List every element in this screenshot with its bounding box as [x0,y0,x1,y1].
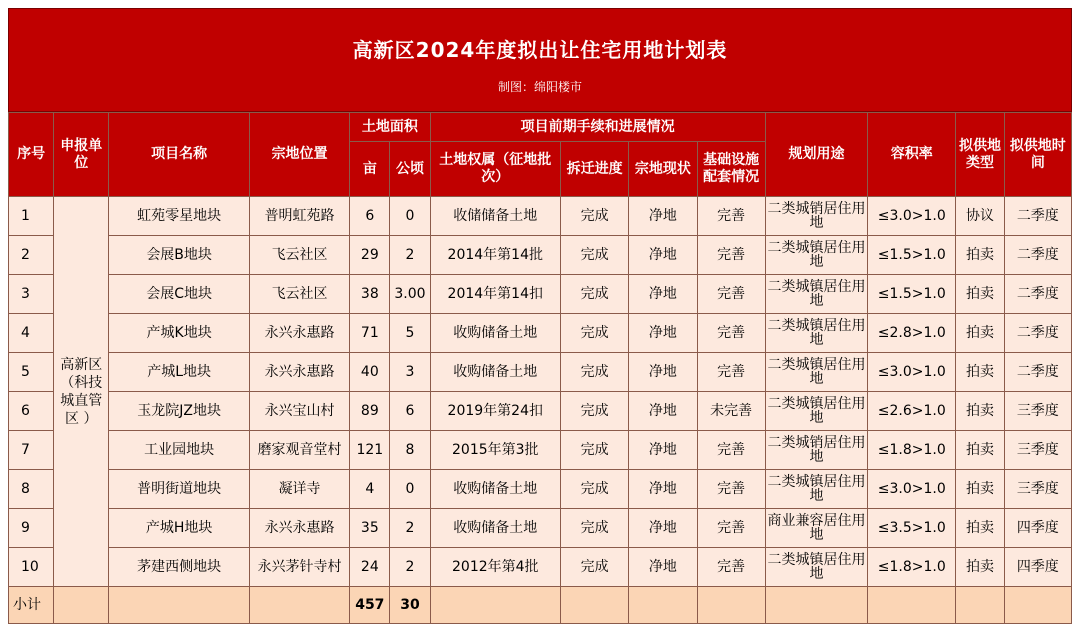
cell-supply-method: 拍卖 [956,431,1004,470]
cell-location: 磨家观音堂村 [249,431,349,470]
cell-site-status: 净地 [629,197,697,236]
cell-supply-method: 拍卖 [956,353,1004,392]
cell-usage: 二类城镇居住用地 [765,236,867,275]
cell-seq: 3 [9,275,54,314]
cell-usage: 商业兼容居住用地 [765,509,867,548]
cell-usage: 二类城镇居住用地 [765,470,867,509]
table-row [9,197,1072,236]
header-status: 宗地现状 [629,142,697,197]
cell-ownership: 2014年第14批 [430,236,560,275]
cell-project-name: 工业园地块 [109,431,250,470]
cell-demolition: 完成 [561,548,629,587]
header-unit: 申报单位 [54,113,109,197]
table-row [9,314,1072,353]
cell-area-hectare: 0 [390,470,430,509]
cell-demolition: 完成 [561,314,629,353]
total-empty [430,587,560,624]
total-empty [561,587,629,624]
cell-area-hectare: 6 [390,392,430,431]
cell-supply-method: 拍卖 [956,548,1004,587]
cell-seq: 2 [9,236,54,275]
total-label: 小计 [9,587,54,624]
cell-area-mu: 71 [350,314,390,353]
table-row [9,392,1072,431]
cell-demolition: 完成 [561,275,629,314]
cell-ownership: 收购储备土地 [430,314,560,353]
header-mu: 亩 [350,142,390,197]
cell-ownership: 2014年第14扣 [430,275,560,314]
cell-far: ≤3.0>1.0 [868,470,956,509]
cell-ownership: 收购储备土地 [430,353,560,392]
cell-area-mu: 40 [350,353,390,392]
cell-demolition: 完成 [561,392,629,431]
cell-infrastructure: 完善 [697,236,765,275]
cell-location: 凝详寺 [249,470,349,509]
cell-supply-time: 二季度 [1004,275,1071,314]
cell-area-hectare: 5 [390,314,430,353]
cell-area-hectare: 3 [390,353,430,392]
cell-area-hectare: 0 [390,197,430,236]
cell-usage: 二类城镇居住用地 [765,548,867,587]
cell-usage: 二类城镇居住用地 [765,275,867,314]
cell-supply-method: 拍卖 [956,470,1004,509]
cell-infrastructure: 完善 [697,431,765,470]
cell-supply-method: 拍卖 [956,275,1004,314]
cell-area-hectare: 2 [390,236,430,275]
cell-supply-time: 二季度 [1004,197,1071,236]
cell-area-mu: 6 [350,197,390,236]
cell-site-status: 净地 [629,353,697,392]
cell-usage: 二类城销居住用地 [765,197,867,236]
table-subtitle: 制图：绵阳楼市 [497,80,582,94]
cell-site-status: 净地 [629,236,697,275]
cell-seq: 9 [9,509,54,548]
cell-ownership: 收购储备土地 [430,509,560,548]
cell-project-name: 虹苑零星地块 [109,197,250,236]
cell-infrastructure: 完善 [697,548,765,587]
cell-infrastructure: 完善 [697,275,765,314]
total-empty [629,587,697,624]
total-mu: 457 [350,587,390,624]
cell-site-status: 净地 [629,314,697,353]
total-empty [249,587,349,624]
table-title: 高新区2024年度拟出让住宅用地计划表 [352,38,728,62]
cell-seq: 6 [9,392,54,431]
cell-supply-method: 拍卖 [956,392,1004,431]
cell-ownership: 收购储备土地 [430,470,560,509]
cell-area-mu: 4 [350,470,390,509]
cell-demolition: 完成 [561,509,629,548]
title-banner [8,8,1072,112]
cell-infrastructure: 完善 [697,470,765,509]
cell-site-status: 净地 [629,431,697,470]
header-ownership: 土地权属（征地批次） [430,142,560,197]
cell-ownership: 收储储备土地 [430,197,560,236]
cell-area-mu: 89 [350,392,390,431]
cell-location: 飞云社区 [249,236,349,275]
header-method: 拟供地类型 [956,113,1004,197]
cell-supply-time: 二季度 [1004,236,1071,275]
table-row [9,275,1072,314]
cell-seq: 8 [9,470,54,509]
cell-far: ≤2.8>1.0 [868,314,956,353]
cell-infrastructure: 未完善 [697,392,765,431]
cell-far: ≤2.6>1.0 [868,392,956,431]
cell-location: 永兴永惠路 [249,314,349,353]
table-row [9,431,1072,470]
cell-location: 普明虹苑路 [249,197,349,236]
cell-far: ≤3.0>1.0 [868,353,956,392]
cell-usage: 二类城销居住用地 [765,431,867,470]
cell-seq: 1 [9,197,54,236]
table-row [9,509,1072,548]
cell-demolition: 完成 [561,236,629,275]
table-row [9,548,1072,587]
cell-far: ≤3.5>1.0 [868,509,956,548]
cell-supply-time: 四季度 [1004,509,1071,548]
cell-seq: 10 [9,548,54,587]
header-hectare: 公顷 [390,142,430,197]
total-empty [109,587,250,624]
cell-project-name: 产城K地块 [109,314,250,353]
cell-project-name: 普明街道地块 [109,470,250,509]
header-time: 拟供地时间 [1004,113,1071,197]
cell-area-mu: 29 [350,236,390,275]
cell-site-status: 净地 [629,509,697,548]
cell-demolition: 完成 [561,353,629,392]
cell-far: ≤1.5>1.0 [868,275,956,314]
cell-site-status: 净地 [629,275,697,314]
table-row [9,470,1072,509]
header-location: 宗地位置 [249,113,349,197]
cell-ownership: 2019年第24扣 [430,392,560,431]
cell-area-hectare: 2 [390,548,430,587]
cell-area-mu: 24 [350,548,390,587]
header-far: 容积率 [868,113,956,197]
cell-far: ≤1.8>1.0 [868,548,956,587]
cell-demolition: 完成 [561,431,629,470]
cell-area-mu: 121 [350,431,390,470]
table-row [9,236,1072,275]
header-procedures: 项目前期手续和进展情况 [430,113,765,142]
header-name: 项目名称 [109,113,250,197]
cell-supply-time: 三季度 [1004,392,1071,431]
cell-site-status: 净地 [629,470,697,509]
total-empty [697,587,765,624]
cell-seq: 4 [9,314,54,353]
cell-far: ≤3.0>1.0 [868,197,956,236]
cell-project-name: 会展C地块 [109,275,250,314]
cell-location: 永兴永惠路 [249,353,349,392]
cell-project-name: 产城L地块 [109,353,250,392]
header-demolition: 拆迁进度 [561,142,629,197]
header-area: 土地面积 [350,113,430,142]
cell-location: 永兴宝山村 [249,392,349,431]
header-usage: 规划用途 [765,113,867,197]
cell-area-hectare: 2 [390,509,430,548]
total-empty [1004,587,1071,624]
table-row [9,353,1072,392]
cell-supply-method: 协议 [956,197,1004,236]
total-empty [765,587,867,624]
cell-project-name: 玉龙院JZ地块 [109,392,250,431]
table-body [9,197,1072,624]
cell-supply-time: 三季度 [1004,431,1071,470]
cell-seq: 5 [9,353,54,392]
cell-site-status: 净地 [629,392,697,431]
cell-demolition: 完成 [561,197,629,236]
header-infra: 基础设施配套情况 [697,142,765,197]
cell-supply-time: 二季度 [1004,353,1071,392]
cell-supply-method: 拍卖 [956,314,1004,353]
cell-far: ≤1.8>1.0 [868,431,956,470]
header-seq: 序号 [9,113,54,197]
cell-ownership: 2015年第3批 [430,431,560,470]
cell-seq: 7 [9,431,54,470]
cell-infrastructure: 完善 [697,353,765,392]
cell-area-hectare: 3.00 [390,275,430,314]
cell-supply-method: 拍卖 [956,236,1004,275]
cell-infrastructure: 完善 [697,509,765,548]
cell-infrastructure: 完善 [697,197,765,236]
cell-location: 永兴茅针寺村 [249,548,349,587]
land-plan-sheet [8,8,1072,624]
cell-project-name: 茅建西侧地块 [109,548,250,587]
cell-declaring-unit: 高新区（科技城直管区 ） [54,197,109,587]
cell-usage: 二类城镇居住用地 [765,314,867,353]
cell-area-mu: 38 [350,275,390,314]
total-empty [54,587,109,624]
total-hectare: 30 [390,587,430,624]
land-plan-table [8,112,1072,624]
table-header [9,113,1072,197]
cell-ownership: 2012年第4批 [430,548,560,587]
cell-infrastructure: 完善 [697,314,765,353]
cell-location: 飞云社区 [249,275,349,314]
cell-area-mu: 35 [350,509,390,548]
cell-supply-time: 三季度 [1004,470,1071,509]
cell-project-name: 会展B地块 [109,236,250,275]
cell-supply-time: 二季度 [1004,314,1071,353]
cell-usage: 二类城镇居住用地 [765,353,867,392]
cell-far: ≤1.5>1.0 [868,236,956,275]
cell-site-status: 净地 [629,548,697,587]
total-row [9,587,1072,624]
cell-usage: 二类城镇居住用地 [765,392,867,431]
total-empty [868,587,956,624]
cell-demolition: 完成 [561,470,629,509]
cell-supply-method: 拍卖 [956,509,1004,548]
cell-area-hectare: 8 [390,431,430,470]
cell-location: 永兴永惠路 [249,509,349,548]
cell-supply-time: 四季度 [1004,548,1071,587]
cell-project-name: 产城H地块 [109,509,250,548]
total-empty [956,587,1004,624]
